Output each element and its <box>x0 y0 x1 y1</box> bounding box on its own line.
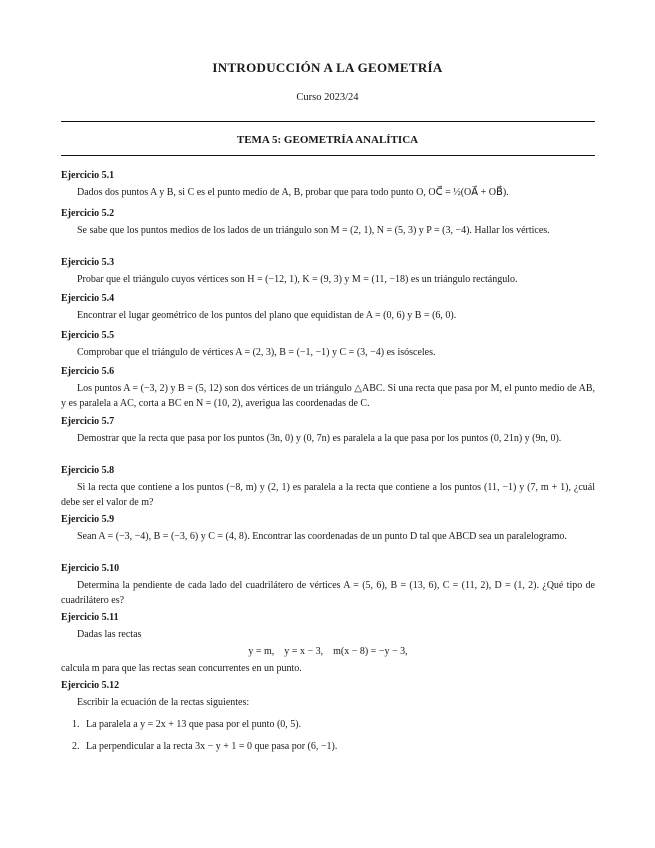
exercise-heading: Ejercicio 5.10 <box>61 563 120 574</box>
list-item-text: La paralela a y = 2x + 13 que pasa por el punto (0, 5). <box>86 719 302 730</box>
exercise-5-1 <box>61 170 595 200</box>
exercise-5-11 <box>61 612 595 676</box>
exercise-heading: Ejercicio 5.8 <box>61 465 115 476</box>
exercise-heading: Ejercicio 5.2 <box>61 208 115 219</box>
exercise-text: Determina la pendiente de cada lado del cuadrilátero de vértices A = (5, 6), B = (13, 6), C = (11, 2), D = (1, 2). ¿Qué tipo de cuadrilátero es? <box>61 580 595 606</box>
bottom-rule <box>61 155 595 156</box>
exercise-heading: Ejercicio 5.4 <box>61 293 115 304</box>
list-item-text: La perpendicular a la recta 3x − y + 1 = 0 que pasa por (6, −1). <box>86 741 338 752</box>
list-item <box>61 739 595 754</box>
top-rule <box>61 121 595 122</box>
exercise-text: Demostrar que la recta que pasa por los puntos (3n, 0) y (0, 7n) es paralela a la que pasa por los puntos (0, 21n) y (9n, 0). <box>77 433 562 444</box>
exercise-text: Se sabe que los puntos medios de los lados de un triángulo son M = (2, 1), N = (5, 3) y P = (3, −4). Hallar los vértices. <box>77 225 550 236</box>
exercise-intro: Dadas las rectas <box>77 629 142 640</box>
exercise-intro: Escribir la ecuación de la rectas siguientes: <box>77 697 250 708</box>
exercise-text: Comprobar que el triángulo de vértices A = (2, 3), B = (−1, −1) y C = (3, −4) es isósceles. <box>77 347 436 358</box>
line-equations: y = m, y = x − 3, m(x − 8) = −y − 3, <box>248 646 408 657</box>
exercise-heading: Ejercicio 5.5 <box>61 330 115 341</box>
exercise-5-6 <box>61 366 595 411</box>
exercise-heading: Ejercicio 5.9 <box>61 514 115 525</box>
exercise-5-5 <box>61 330 595 360</box>
exercise-5-7 <box>61 416 595 446</box>
exercise-5-2 <box>61 208 595 238</box>
exercise-outro: calcula m para que las rectas sean concurrentes en un punto. <box>61 663 302 674</box>
exercise-5-9 <box>61 514 595 544</box>
exercise-text: Si la recta que contiene a los puntos (−8, m) y (2, 1) es paralela a la recta que contiene a los puntos (11, −1) y (7, m + 1), ¿cuál debe ser el valor de m? <box>61 482 595 508</box>
exercise-5-10 <box>61 563 595 608</box>
exercise-heading: Ejercicio 5.6 <box>61 366 115 377</box>
exercise-text: Probar que el triángulo cuyos vértices son H = (−12, 1), K = (9, 3) y M = (11, −18) es un triángulo rectángulo. <box>77 274 518 285</box>
course-label: Curso 2023/24 <box>296 92 359 103</box>
exercise-heading: Ejercicio 5.3 <box>61 257 115 268</box>
exercise-5-12 <box>61 680 595 754</box>
exercise-text: Los puntos A = (−3, 2) y B = (5, 12) son dos vértices de un triángulo △ABC. Si una recta que pasa por M, el punto medio de AB, y es paralela a AC, corta a BC en N = (10, 2), averigua las coordenadas de C. <box>61 383 595 409</box>
document-title: INTRODUCCIÓN A LA GEOMETRÍA <box>212 60 443 75</box>
exercise-5-8 <box>61 465 595 510</box>
exercise-heading: Ejercicio 5.1 <box>61 170 115 181</box>
exercise-heading: Ejercicio 5.7 <box>61 416 115 427</box>
exercise-text: Sean A = (−3, −4), B = (−3, 6) y C = (4, 8). Encontrar las coordenadas de un punto D tal que ABCD sea un paralelogramo. <box>77 531 567 542</box>
exercise-text: Encontrar el lugar geométrico de los puntos del plano que equidistan de A = (0, 6) y B = (6, 0). <box>77 310 457 321</box>
exercise-text: Dados dos puntos A y B, si C es el punto medio de A, B, probar que para todo punto O, OC⃗ = ½(OA⃗ + OB⃗). <box>77 187 509 198</box>
exercise-5-3 <box>61 257 595 287</box>
exercise-5-4 <box>61 293 595 323</box>
list-item <box>61 717 595 732</box>
list-item-number: 2. <box>72 741 80 752</box>
list-item-number: 1. <box>72 719 80 730</box>
topic-title: TEMA 5: GEOMETRÍA ANALÍTICA <box>236 134 419 146</box>
exercise-heading: Ejercicio 5.12 <box>61 680 120 691</box>
exercise-heading: Ejercicio 5.11 <box>61 612 119 623</box>
